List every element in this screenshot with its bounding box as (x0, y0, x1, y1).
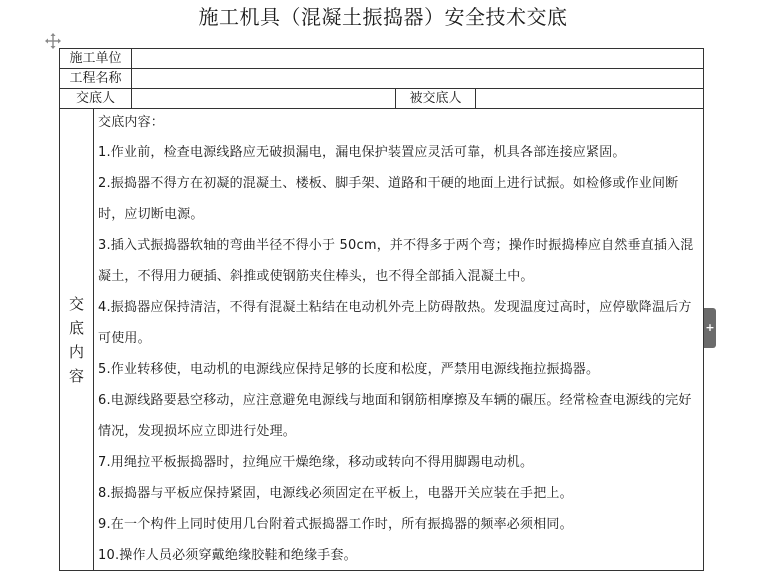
content-body (94, 109, 704, 571)
content-item: 2.振捣器不得方在初凝的混凝土、楼板、脚手架、道路和干硬的地面上进行试振。如检修或作业间断时，应切断电源。 (98, 176, 679, 222)
construction-unit-value[interactable] (132, 49, 704, 69)
construction-unit-row (60, 49, 704, 69)
content-item: 4.振捣器应保持清洁，不得有混凝土粘结在电动机外壳上防碍散热。发现温度过高时，应停歇降温后方可使用。 (98, 300, 692, 346)
side-label-char: 底 (68, 318, 84, 337)
side-label-char: 交 (68, 294, 84, 313)
recipient-value[interactable] (476, 89, 704, 109)
side-label-char: 内 (68, 342, 84, 361)
project-name-label: 工程名称 (60, 69, 132, 89)
content-intro: 交底内容： (98, 115, 165, 130)
content-row (60, 109, 704, 571)
content-side-label (60, 109, 94, 571)
discloser-value[interactable] (132, 89, 396, 109)
document-title: 施工机具（混凝土振捣器）安全技术交底 (198, 5, 568, 29)
content-item: 10.操作人员必须穿戴绝缘胶鞋和绝缘手套。 (98, 548, 357, 563)
content-item: 1.作业前，检查电源线路应无破损漏电，漏电保护装置应灵活可靠，机具各部连接应紧固。 (98, 145, 626, 160)
content-item: 7.用绳拉平板振捣器时，拉绳应干燥绝缘，移动或转向不得用脚踢电动机。 (98, 455, 534, 470)
plus-icon[interactable]: + (704, 308, 716, 348)
recipient-label: 被交底人 (396, 89, 476, 109)
content-item: 5.作业转移使，电动机的电源线应保持足够的长度和松度，严禁用电源线拖拉振捣器。 (98, 362, 600, 377)
signatory-row (60, 89, 704, 109)
project-name-row (60, 69, 704, 89)
disclosure-table (59, 48, 704, 571)
move-handle-icon[interactable] (45, 33, 61, 49)
content-item: 9.在一个构件上同时使用几台附着式振捣器工作时，所有振捣器的频率必须相同。 (98, 517, 573, 532)
side-label-char: 容 (68, 366, 84, 385)
discloser-label: 交底人 (60, 89, 132, 109)
content-item: 3.插入式振捣器软轴的弯曲半径不得小于 50cm，并不得多于两个弯；操作时振捣棒应自然垂直插入混凝土，不得用力硬插、斜推或使钢筋夹住棒头，也不得全部插入混凝土中。 (98, 238, 694, 284)
content-item: 6.电源线路要悬空移动，应注意避免电源线与地面和钢筋相摩擦及车辆的碾压。经常检查电源线的完好情况，发现损坏应立即进行处理。 (98, 393, 692, 439)
construction-unit-label: 施工单位 (60, 49, 132, 69)
content-item: 8.振捣器与平板应保持紧固，电源线必须固定在平板上，电器开关应装在手把上。 (98, 486, 573, 501)
project-name-value[interactable] (132, 69, 704, 89)
